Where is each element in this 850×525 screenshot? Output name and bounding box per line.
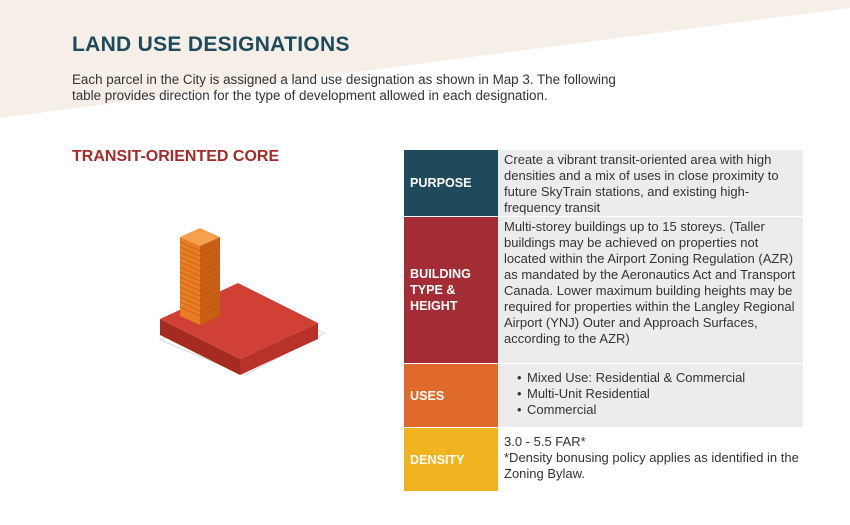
density-note: *Density bonusing policy applies as identified in the Zoning Bylaw. bbox=[504, 450, 799, 481]
uses-description bbox=[498, 364, 803, 428]
page-title: LAND USE DESIGNATIONS bbox=[72, 33, 350, 56]
list-item: • Mixed Use: Residential & Commercial bbox=[517, 370, 803, 386]
designation-table bbox=[404, 150, 803, 492]
uses-label: USES bbox=[404, 364, 498, 428]
density-value: 3.0 - 5.5 FAR* bbox=[504, 434, 586, 449]
uses-list bbox=[504, 370, 803, 418]
list-item: • Multi-Unit Residential bbox=[517, 386, 803, 402]
building-type-height-label: BUILDING TYPE & HEIGHT bbox=[404, 217, 498, 364]
purpose-label: PURPOSE bbox=[404, 150, 498, 217]
building-type-height-description: Multi-storey buildings up to 15 storeys. (Taller buildings may be achieved on properties not located within the Airport Zoning Regulation (AZR) as mandated by the Aeronautics Act and Transport Canada. Lower maximum building heights may be required for properties within the Langley Regional Airport (YNJ) Outer and Approach Surfaces, according to the AZR) bbox=[498, 217, 803, 364]
density-label: DENSITY bbox=[404, 428, 498, 492]
intro-paragraph: Each parcel in the City is assigned a land use designation as shown in Map 3. The following table provides direction for the type of development allowed in each designation. bbox=[72, 72, 616, 103]
section-title: TRANSIT-ORIENTED CORE bbox=[72, 148, 280, 165]
list-item: • Commercial bbox=[517, 402, 803, 418]
header-background-wedge bbox=[0, 0, 850, 140]
purpose-description: Create a vibrant transit-oriented area with high densities and a mix of uses in close proximity to future SkyTrain stations, and existing high-frequency transit bbox=[498, 150, 803, 217]
density-description bbox=[498, 428, 803, 492]
tower-on-podium-icon bbox=[150, 215, 335, 385]
